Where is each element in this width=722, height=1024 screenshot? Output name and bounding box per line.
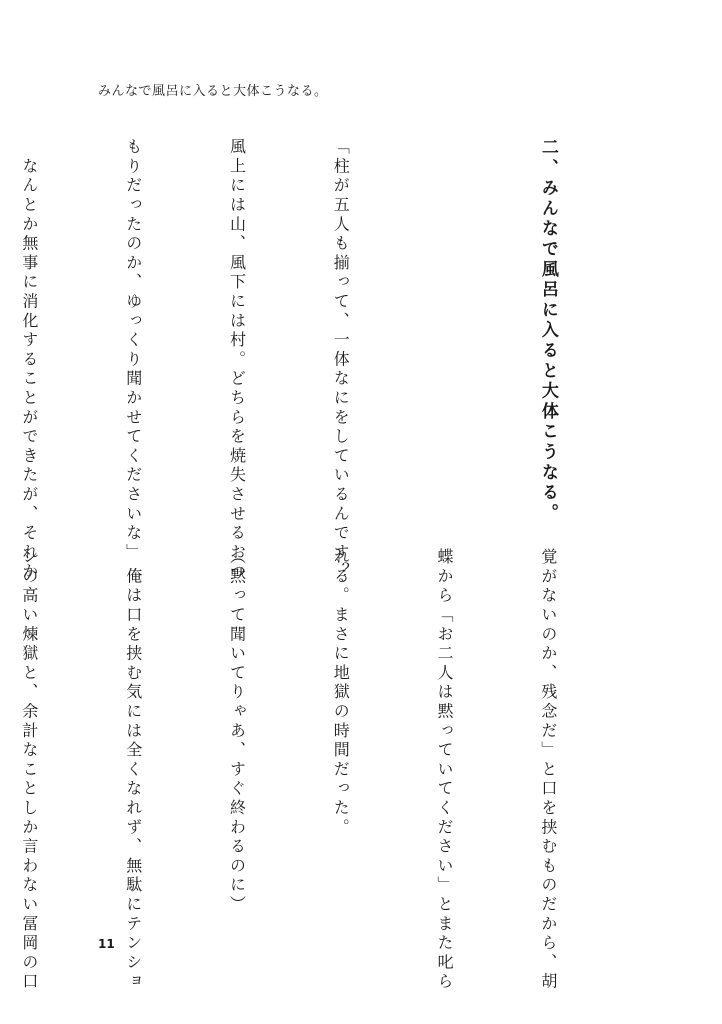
text-line: もりだったのか、ゆっくり聞かせてくださいな」 [123, 138, 143, 563]
text-line: 風上には山、風下には村。どちらを焼失させるおつ [227, 138, 247, 582]
text-line: （黙って聞いてりゃあ、すぐ終わるのに） [227, 548, 247, 915]
text-line: 「柱が五人も揃って、一体なにをしているんです？ [331, 138, 351, 582]
text-line [426, 138, 461, 520]
text-line: 蝶から「お二人は黙っていてください」とまた叱ら [435, 548, 455, 992]
running-head: みんなで風呂に入ると大体こうなる。 [98, 84, 328, 99]
chapter-heading: 二、みんなで風呂に入ると大体こうなる。 [537, 138, 558, 524]
upper-text-block [0, 138, 634, 582]
text-line: 覚がないのか、残念だ」と口を挟むものだから、胡 [538, 548, 558, 992]
text-line: れる。まさに地獄の時間だった。 [331, 548, 351, 838]
text-line: 俺は口を挟む気には全くなれず、無駄にテンショ [123, 548, 143, 992]
text-line: なんとか無事に消化することができたが、それか [19, 138, 39, 582]
text-line: ンの高い煉獄と、余計なことしか言わない冨岡の口 [19, 548, 39, 992]
page-number: 11 [98, 937, 115, 951]
